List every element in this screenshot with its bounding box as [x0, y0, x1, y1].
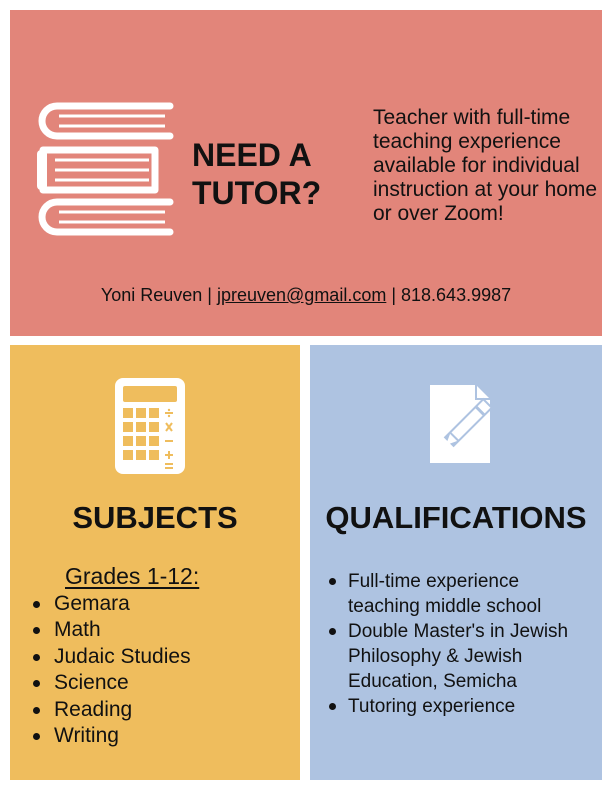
qualification-item: Double Master's in Jewish Philosophy & Jewish Education, Semicha: [326, 619, 596, 694]
qualifications-list: [326, 569, 596, 719]
subjects-list: [32, 591, 191, 749]
contact-separator: |: [202, 285, 217, 305]
headline-line-2: TUTOR?: [192, 175, 322, 211]
headline: [192, 136, 362, 212]
contact-line: [10, 285, 602, 306]
subjects-panel: [10, 345, 300, 780]
books-icon: [35, 98, 175, 236]
subject-item: Math: [32, 617, 191, 643]
contact-separator: |: [386, 285, 402, 305]
qualification-item: Tutoring experience: [326, 694, 596, 719]
grades-label: Grades 1-12:: [65, 563, 200, 589]
email-link[interactable]: jpreuven@gmail.com: [216, 285, 387, 305]
qualifications-title: QUALIFICATIONS: [325, 500, 587, 535]
qualification-item: Full-time experience teaching middle school: [326, 569, 596, 619]
contact-name: Yoni Reuven: [100, 285, 203, 305]
subject-item: Gemara: [32, 591, 191, 617]
subject-item: Reading: [32, 697, 191, 723]
intro-text: Teacher with full-time teaching experience available for individual instruction at your home or over Zoom!: [373, 106, 598, 225]
subject-item: Writing: [32, 723, 191, 749]
subject-item: Science: [32, 670, 191, 696]
document-pencil-icon: [428, 383, 512, 467]
contact-phone: 818.643.9987: [401, 285, 512, 305]
headline-line-1: NEED A: [192, 137, 312, 173]
calculator-icon: [115, 378, 185, 474]
header-panel: [10, 10, 602, 336]
subject-item: Judaic Studies: [32, 644, 191, 670]
subjects-title: SUBJECTS: [72, 500, 238, 535]
qualifications-panel: [310, 345, 602, 780]
